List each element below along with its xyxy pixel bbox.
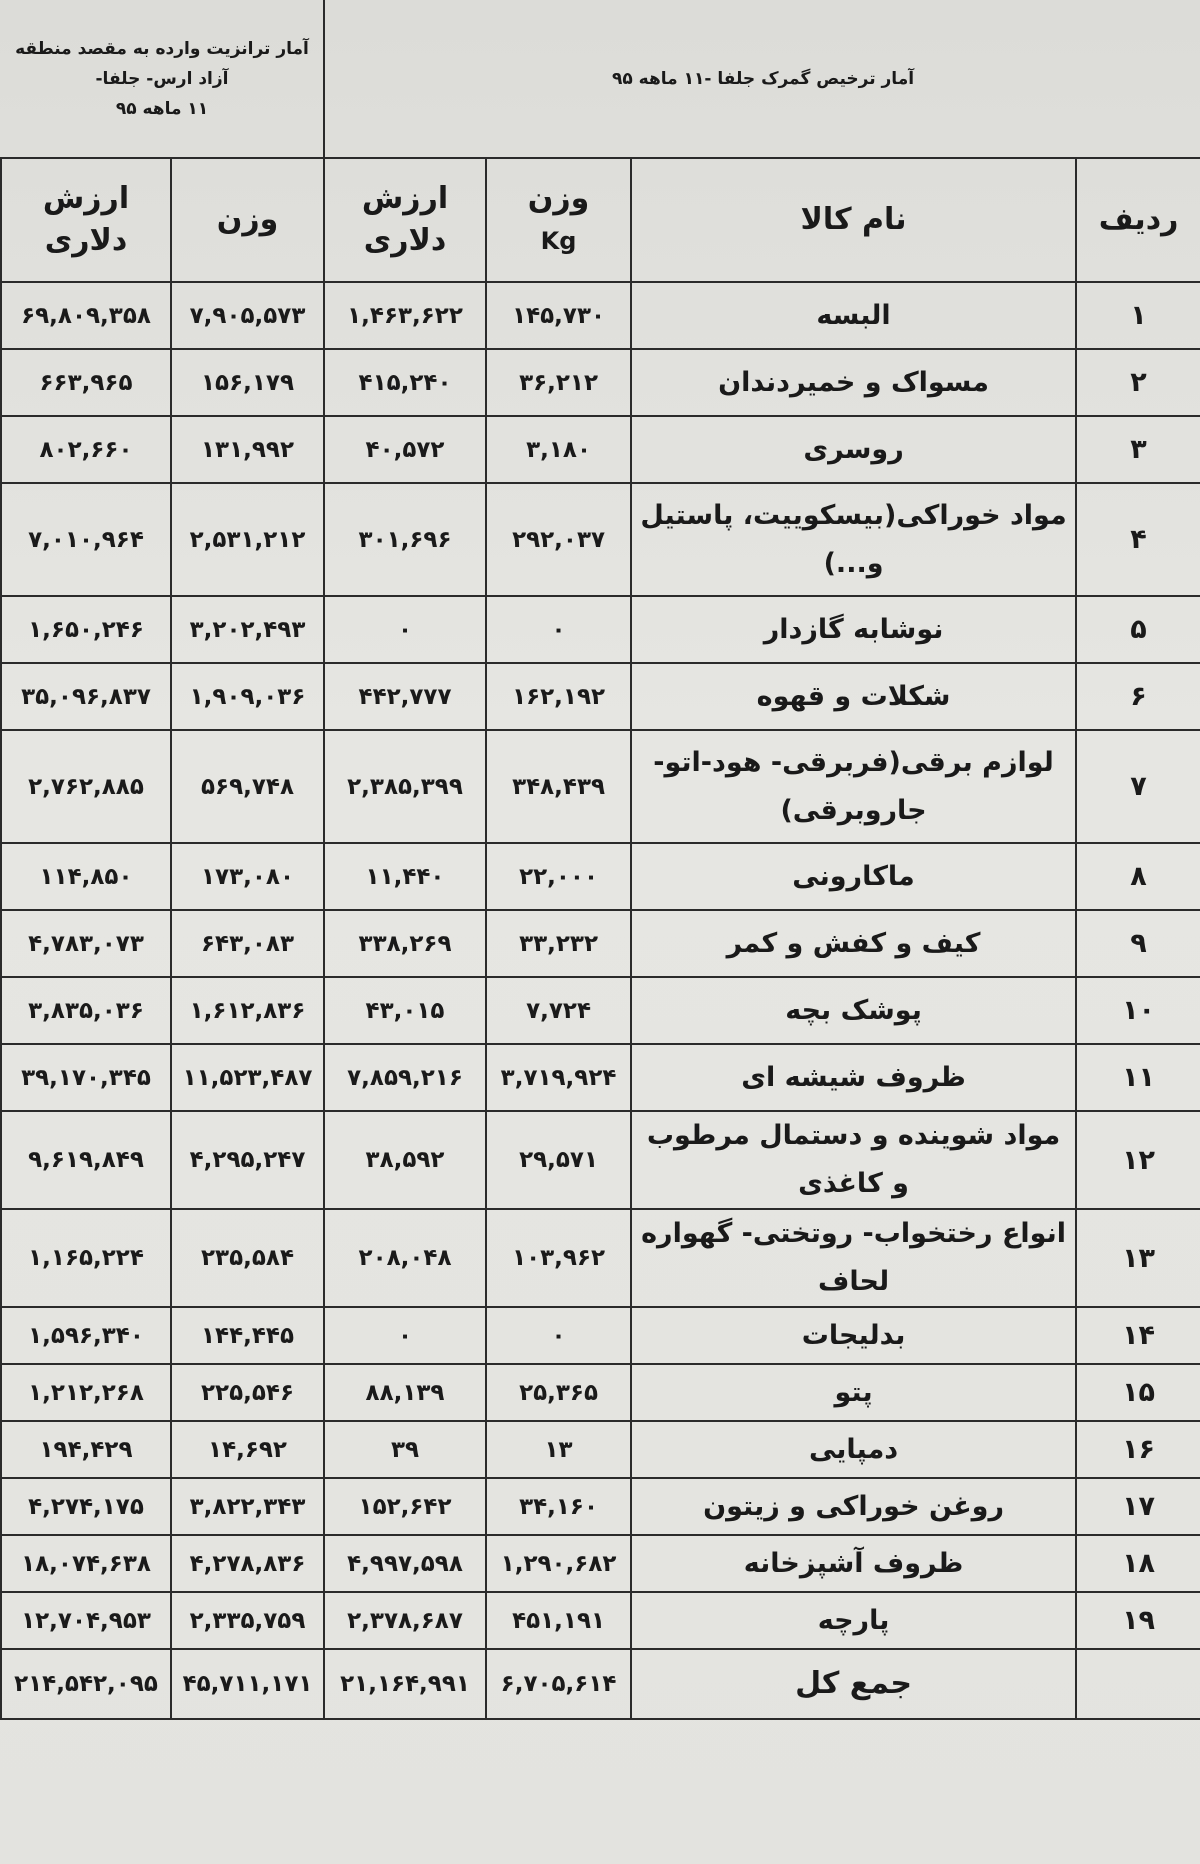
table-row: [1, 663, 1200, 730]
weight-cell: ۱۴۵,۷۳۰: [486, 282, 631, 349]
table-row: [1, 282, 1200, 349]
header-transit-weight: وزن: [171, 158, 324, 282]
value-cell: ۲,۳۷۸,۶۸۷: [324, 1592, 486, 1649]
transit-value-cell: ۱,۵۹۶,۳۴۰: [1, 1307, 171, 1364]
item-name: مسواک و خمیردندان: [631, 349, 1076, 416]
weight-cell: ۰: [486, 596, 631, 663]
row-number: ۷: [1076, 730, 1200, 843]
title-row: [1, 0, 1200, 158]
row-number: ۱۰: [1076, 977, 1200, 1044]
row-number: ۹: [1076, 910, 1200, 977]
transit-weight-cell: ۲۳۵,۵۸۴: [171, 1209, 324, 1307]
transit-value-cell: ۴,۲۷۴,۱۷۵: [1, 1478, 171, 1535]
item-name: ظروف شیشه ای: [631, 1044, 1076, 1111]
transit-weight-cell: ۱۷۳,۰۸۰: [171, 843, 324, 910]
table-row: [1, 483, 1200, 596]
header-weight-label: وزن: [527, 181, 590, 216]
weight-cell: ۳,۷۱۹,۹۲۴: [486, 1044, 631, 1111]
row-number: ۱۶: [1076, 1421, 1200, 1478]
item-name: پارچه: [631, 1592, 1076, 1649]
left-title-line1: آمار ترانزیت وارده به مقصد منطقه: [15, 38, 309, 59]
transit-weight-cell: ۲,۵۳۱,۲۱۲: [171, 483, 324, 596]
header-value: ارزش دلاری: [324, 158, 486, 282]
transit-weight-cell: ۴,۲۷۸,۸۳۶: [171, 1535, 324, 1592]
header-item-name: نام کالا: [631, 158, 1076, 282]
weight-cell: ۳۳,۲۳۲: [486, 910, 631, 977]
weight-cell: ۲۵,۳۶۵: [486, 1364, 631, 1421]
weight-cell: ۳۴۸,۴۳۹: [486, 730, 631, 843]
weight-cell: ۰: [486, 1307, 631, 1364]
transit-weight-cell: ۳,۸۲۲,۳۴۳: [171, 1478, 324, 1535]
transit-weight-cell: ۴,۲۹۵,۲۴۷: [171, 1111, 324, 1209]
total-value: ۲۱,۱۶۴,۹۹۱: [324, 1649, 486, 1719]
item-name: دمپایی: [631, 1421, 1076, 1478]
table-row: [1, 1044, 1200, 1111]
row-number: ۸: [1076, 843, 1200, 910]
weight-cell: ۱۶۲,۱۹۲: [486, 663, 631, 730]
row-number: ۲: [1076, 349, 1200, 416]
item-name: مواد خوراکی(بیسکوییت، پاستیل و...): [631, 483, 1076, 596]
value-cell: ۰: [324, 596, 486, 663]
transit-weight-cell: ۲۲۵,۵۴۶: [171, 1364, 324, 1421]
table-row: [1, 910, 1200, 977]
total-weight: ۶,۷۰۵,۶۱۴: [486, 1649, 631, 1719]
item-name: روسری: [631, 416, 1076, 483]
table-row: [1, 1592, 1200, 1649]
right-title: آمار ترخیص گمرک جلفا -۱۱ ماهه ۹۵: [612, 68, 915, 89]
table-row: [1, 416, 1200, 483]
item-name: کیف و کفش و کمر: [631, 910, 1076, 977]
row-number: ۳: [1076, 416, 1200, 483]
table-row: [1, 1478, 1200, 1535]
transit-weight-cell: ۱,۶۱۲,۸۳۶: [171, 977, 324, 1044]
total-row: [1, 1649, 1200, 1719]
transit-weight-cell: ۱۳۱,۹۹۲: [171, 416, 324, 483]
row-number: ۱۸: [1076, 1535, 1200, 1592]
column-header-row: [1, 158, 1200, 282]
row-number: ۱۹: [1076, 1592, 1200, 1649]
transit-value-cell: ۷,۰۱۰,۹۶۴: [1, 483, 171, 596]
transit-value-cell: ۴,۷۸۳,۰۷۳: [1, 910, 171, 977]
value-cell: ۴,۹۹۷,۵۹۸: [324, 1535, 486, 1592]
row-number: ۱۴: [1076, 1307, 1200, 1364]
transit-value-cell: ۳۹,۱۷۰,۳۴۵: [1, 1044, 171, 1111]
value-cell: ۰: [324, 1307, 486, 1364]
right-title-cell: [324, 0, 1200, 158]
transit-value-cell: ۶۶۳,۹۶۵: [1, 349, 171, 416]
total-row-number: [1076, 1649, 1200, 1719]
transit-weight-cell: ۷,۹۰۵,۵۷۳: [171, 282, 324, 349]
total-transit-weight: ۴۵,۷۱۱,۱۷۱: [171, 1649, 324, 1719]
transit-weight-cell: ۱۴۴,۴۴۵: [171, 1307, 324, 1364]
transit-value-cell: ۳۵,۰۹۶,۸۳۷: [1, 663, 171, 730]
left-title-line2: آزاد ارس- جلفا-: [95, 68, 229, 89]
value-cell: ۸۸,۱۳۹: [324, 1364, 486, 1421]
row-number: ۵: [1076, 596, 1200, 663]
weight-cell: ۷,۷۲۴: [486, 977, 631, 1044]
value-cell: ۴۰,۵۷۲: [324, 416, 486, 483]
transit-value-cell: ۸۰۲,۶۶۰: [1, 416, 171, 483]
total-label: جمع کل: [631, 1649, 1076, 1719]
transit-weight-cell: ۶۴۳,۰۸۳: [171, 910, 324, 977]
left-title-line3: ۱۱ ماهه ۹۵: [115, 98, 209, 119]
transit-weight-cell: ۱۵۶,۱۷۹: [171, 349, 324, 416]
weight-cell: ۴۵۱,۱۹۱: [486, 1592, 631, 1649]
total-transit-value: ۲۱۴,۵۴۲,۰۹۵: [1, 1649, 171, 1719]
value-cell: ۲,۳۸۵,۳۹۹: [324, 730, 486, 843]
weight-cell: ۳,۱۸۰: [486, 416, 631, 483]
transit-value-cell: ۶۹,۸۰۹,۳۵۸: [1, 282, 171, 349]
value-cell: ۷,۸۵۹,۲۱۶: [324, 1044, 486, 1111]
value-cell: ۱۵۲,۶۴۲: [324, 1478, 486, 1535]
item-name: لوازم برقی(فربرقی- هود-اتو- جاروبرقی): [631, 730, 1076, 843]
value-cell: ۴۱۵,۲۴۰: [324, 349, 486, 416]
row-number: ۱: [1076, 282, 1200, 349]
header-weight: [486, 158, 631, 282]
header-transit-value: ارزش دلاری: [1, 158, 171, 282]
table-row: [1, 1111, 1200, 1209]
left-title-cell: [1, 0, 324, 158]
table-row: [1, 1307, 1200, 1364]
value-cell: ۱۱,۴۴۰: [324, 843, 486, 910]
transit-value-cell: ۱۱۴,۸۵۰: [1, 843, 171, 910]
weight-cell: ۲۲,۰۰۰: [486, 843, 631, 910]
item-name: پوشک بچه: [631, 977, 1076, 1044]
transit-weight-cell: ۲,۳۳۵,۷۵۹: [171, 1592, 324, 1649]
row-number: ۱۳: [1076, 1209, 1200, 1307]
transit-value-cell: ۹,۶۱۹,۸۴۹: [1, 1111, 171, 1209]
transit-value-cell: ۱,۶۵۰,۲۴۶: [1, 596, 171, 663]
transit-value-cell: ۱۹۴,۴۲۹: [1, 1421, 171, 1478]
item-name: نوشابه گازدار: [631, 596, 1076, 663]
row-number: ۱۲: [1076, 1111, 1200, 1209]
transit-weight-cell: ۱,۹۰۹,۰۳۶: [171, 663, 324, 730]
transit-value-cell: ۱,۱۶۵,۲۲۴: [1, 1209, 171, 1307]
transit-weight-cell: ۱۴,۶۹۲: [171, 1421, 324, 1478]
row-number: ۱۱: [1076, 1044, 1200, 1111]
item-name: ظروف آشپزخانه: [631, 1535, 1076, 1592]
transit-weight-cell: ۳,۲۰۲,۴۹۳: [171, 596, 324, 663]
weight-cell: ۱,۲۹۰,۶۸۲: [486, 1535, 631, 1592]
table-row: [1, 349, 1200, 416]
table-row: [1, 1209, 1200, 1307]
weight-cell: ۱۰۳,۹۶۲: [486, 1209, 631, 1307]
value-cell: ۴۴۲,۷۷۷: [324, 663, 486, 730]
weight-cell: ۳۴,۱۶۰: [486, 1478, 631, 1535]
transit-value-cell: ۳,۸۳۵,۰۳۶: [1, 977, 171, 1044]
item-name: انواع رختخواب- روتختی- گهواره لحاف: [631, 1209, 1076, 1307]
value-cell: ۳۸,۵۹۲: [324, 1111, 486, 1209]
item-name: مواد شوینده و دستمال مرطوب و کاغذی: [631, 1111, 1076, 1209]
item-name: ماکارونی: [631, 843, 1076, 910]
transit-weight-cell: ۵۶۹,۷۴۸: [171, 730, 324, 843]
header-weight-unit: Kg: [540, 227, 577, 255]
row-number: ۶: [1076, 663, 1200, 730]
value-cell: ۲۰۸,۰۴۸: [324, 1209, 486, 1307]
row-number: ۱۷: [1076, 1478, 1200, 1535]
transit-value-cell: ۱,۲۱۲,۲۶۸: [1, 1364, 171, 1421]
value-cell: ۳۳۸,۲۶۹: [324, 910, 486, 977]
row-number: ۱۵: [1076, 1364, 1200, 1421]
item-name: پتو: [631, 1364, 1076, 1421]
table-row: [1, 1364, 1200, 1421]
value-cell: ۳۰۱,۶۹۶: [324, 483, 486, 596]
weight-cell: ۲۹۲,۰۳۷: [486, 483, 631, 596]
table-row: [1, 843, 1200, 910]
item-name: شکلات و قهوه: [631, 663, 1076, 730]
transit-value-cell: ۱۲,۷۰۴,۹۵۳: [1, 1592, 171, 1649]
item-name: البسه: [631, 282, 1076, 349]
table-row: [1, 977, 1200, 1044]
weight-cell: ۲۹,۵۷۱: [486, 1111, 631, 1209]
transit-value-cell: ۱۸,۰۷۴,۶۳۸: [1, 1535, 171, 1592]
weight-cell: ۳۶,۲۱۲: [486, 349, 631, 416]
table-row: [1, 596, 1200, 663]
value-cell: ۱,۴۶۳,۶۲۲: [324, 282, 486, 349]
value-cell: ۳۹: [324, 1421, 486, 1478]
weight-cell: ۱۳: [486, 1421, 631, 1478]
transit-weight-cell: ۱۱,۵۲۳,۴۸۷: [171, 1044, 324, 1111]
table-row: [1, 730, 1200, 843]
transit-value-cell: ۲,۷۶۲,۸۸۵: [1, 730, 171, 843]
item-name: بدلیجات: [631, 1307, 1076, 1364]
table-row: [1, 1421, 1200, 1478]
table-row: [1, 1535, 1200, 1592]
row-number: ۴: [1076, 483, 1200, 596]
header-row-number: ردیف: [1076, 158, 1200, 282]
value-cell: ۴۳,۰۱۵: [324, 977, 486, 1044]
item-name: روغن خوراکی و زیتون: [631, 1478, 1076, 1535]
